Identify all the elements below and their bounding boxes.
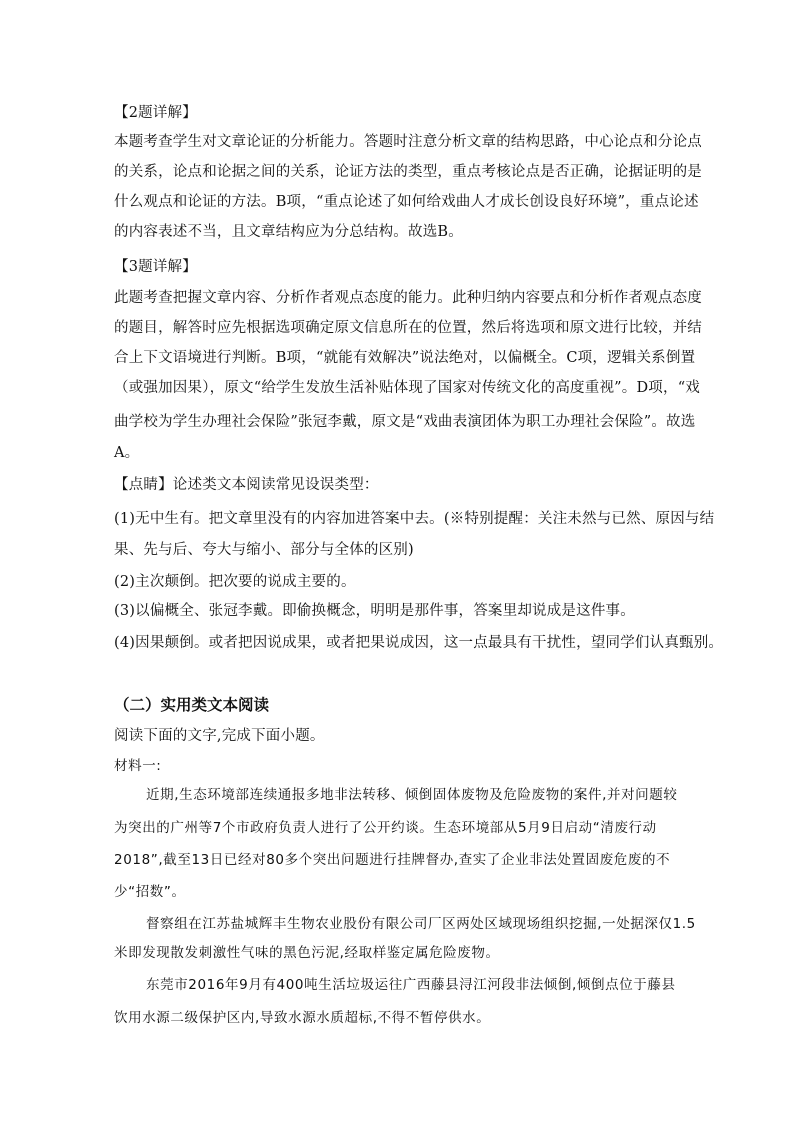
explanation3-line: A。 bbox=[114, 445, 140, 461]
explanation2-line: 的关系，论点和论据之间的关系，论证方法的类型，重点考核论点是否正确，论据证明的是 bbox=[114, 164, 702, 180]
explanation3-line: 合上下文语境进行判断。B项，“就能有效解决”说法绝对，以偏概全。C项，逻辑关系倒置 bbox=[114, 350, 696, 366]
material-paragraph2-line: 督察组在江苏盐城辉丰生物农业股份有限公司厂区两处区域现场组织挖掘,一处据深仅1.5 bbox=[146, 916, 696, 932]
material-paragraph3-line: 饮用水源二级保护区内,导致水源水质超标,不得不暂停供水。 bbox=[114, 1010, 491, 1026]
tips-line: (2)主次颠倒。把次要的说成主要的。 bbox=[114, 574, 356, 590]
tips-line: (3)以偏概全、张冠李戴。即偷换概念，明明是那件事，答案里却说成是这件事。 bbox=[114, 603, 635, 619]
explanation2-heading: 【2题详解】 bbox=[114, 105, 197, 121]
material-paragraph1-line: 为突出的广州等7个市政府负责人进行了公开约谈。生态环境部从5月9日启动“清废行动 bbox=[114, 820, 657, 836]
material-paragraph1-line: 近期,生态环境部连续通报多地非法转移、倾倒固体废物及危险废物的案件,并对问题较 bbox=[146, 787, 678, 803]
tips-line: (4)因果颠倒。或者把因说成果，或者把果说成因，这一点最具有干扰性，望同学们认真甄别。 bbox=[114, 635, 724, 651]
section-title: （二）实用类文本阅读 bbox=[114, 695, 270, 714]
section-instruction: 阅读下面的文字,完成下面小题。 bbox=[114, 728, 325, 744]
explanation3-heading: 【3题详解】 bbox=[114, 259, 197, 275]
material-label: 材料一: bbox=[114, 758, 162, 774]
explanation3-line: 曲学校为学生办理社会保险”张冠李戴，原文是“戏曲表演团体为职工办理社会保险”。故选 bbox=[114, 414, 696, 430]
explanation3-line: （或强加因果），原文“给学生发放生活补贴体现了国家对传统文化的高度重视”。D项，“戏 bbox=[114, 380, 701, 396]
explanation2-line: 本题考查学生对文章论证的分析能力。答题时注意分析文章的结构思路，中心论点和分论点 bbox=[114, 134, 702, 150]
material-paragraph3-line: 东莞市2016年9月有400吨生活垃圾运往广西藤县浔江河段非法倾倒,倾倒点位于藤县 bbox=[146, 977, 676, 993]
explanation3-line: 此题考查把握文章内容、分析作者观点态度的能力。此种归纳内容要点和分析作者观点态度 bbox=[114, 290, 702, 306]
explanation2-line: 的内容表述不当，且文章结构应为分总结构。故选B。 bbox=[114, 224, 463, 240]
explanation3-line: 的题目，解答时应先根据选项确定原文信息所在的位置，然后将选项和原文进行比较，并结 bbox=[114, 320, 702, 336]
tips-line: 果、先与后、夸大与缩小、部分与全体的区别) bbox=[114, 542, 414, 558]
tips-heading: 【点睛】论述类文本阅读常见设误类型： bbox=[114, 477, 379, 493]
material-paragraph2-line: 米即发现散发刺激性气味的黑色污泥,经取样鉴定属危险废物。 bbox=[114, 945, 500, 961]
material-paragraph1-line: 2018”,截至13日已经对80多个突出问题进行挂牌督办,查实了企业非法处置固废危废的不 bbox=[114, 852, 671, 868]
explanation2-line: 什么观点和论证的方法。B项，“重点论述了如何给戏曲人才成长创设良好环境”，重点论述 bbox=[114, 194, 699, 210]
material-paragraph1-line: 少“招数”。 bbox=[114, 884, 186, 900]
tips-line: (1)无中生有。把文章里没有的内容加进答案中去。(※特别提醒：关注未然与已然、原因与结 bbox=[114, 511, 715, 527]
